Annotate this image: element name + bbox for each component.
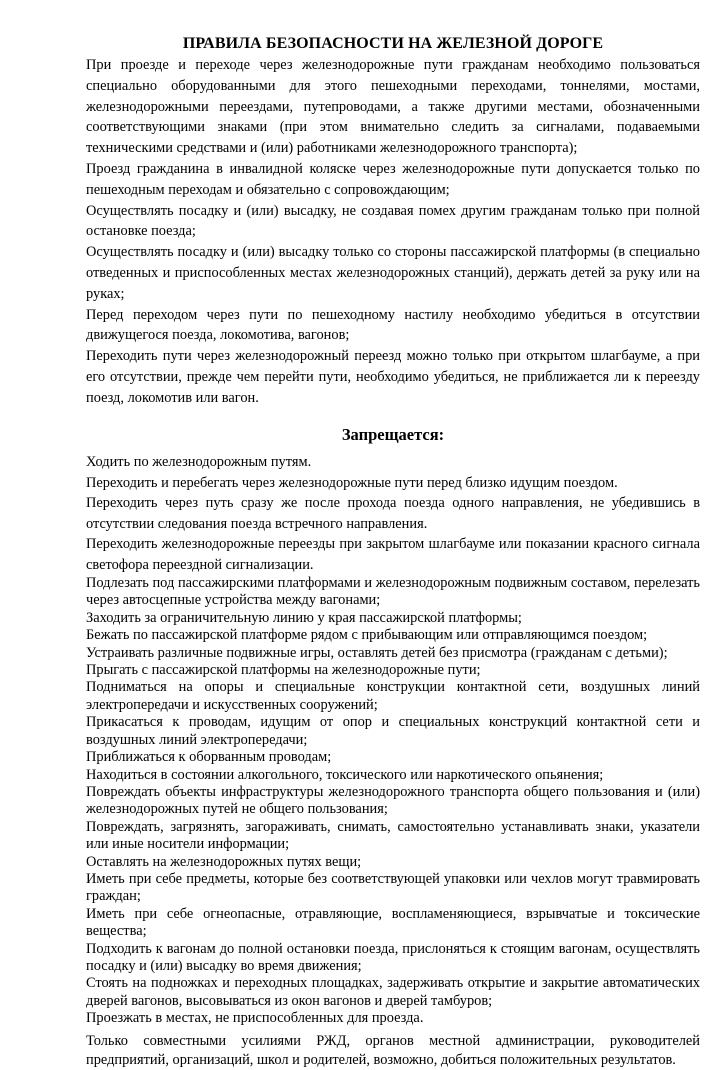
prohibited-heading: Запрещается: <box>341 424 445 444</box>
intro-paragraph: Перед переходом через пути по пешеходному настилу необходимо убедиться в отсутствии движущегося поезда, локомотива, вагонов; <box>86 306 700 344</box>
prohibited-item: Прикасаться к проводам, идущим от опор и специальных конструкций контактной сети и воздушных линий электропередачи; <box>86 714 700 748</box>
intro-paragraph: Осуществлять посадку и (или) высадку только со стороны пассажирской платформы (в специально отведенных и приспособленных местах железнодорожных станций), держать детей за руку или на руках; <box>86 244 700 302</box>
prohibited-item: Бежать по пассажирской платформе рядом с прибывающим или отправляющимся поездом; <box>86 627 648 644</box>
prohibited-item: Устраивать различные подвижные игры, оставлять детей без присмотра (гражданам с детьми); <box>86 644 668 661</box>
closing-paragraph: Только совместными усилиями РЖД, органов местной администрации, руководителей предприятий, организаций, школ и родителей, возможно, добиться положительных результатов. <box>86 1032 700 1068</box>
intro-paragraph: Осуществлять посадку и (или) высадку, не создавая помех другим гражданам только при полной остановке поезда; <box>86 202 700 240</box>
prohibited-item: Подниматься на опоры и специальные конструкции контактной сети, воздушных линий электропередачи и искусственных сооружений; <box>86 679 700 713</box>
prohibited-item: Переходить и перебегать через железнодорожные пути перед близко идущим поездом. <box>86 474 618 491</box>
intro-paragraph: Проезд гражданина в инвалидной коляске через железнодорожные пути допускается только по пешеходным переходам и обязательно с сопровождающим; <box>86 160 700 198</box>
prohibited-item: Ходить по железнодорожным путям. <box>86 453 312 470</box>
safety-rules-section <box>86 55 700 409</box>
prohibited-item: Переходить железнодорожные переезды при закрытом шлагбауме или показании красного сигнала светофора переездной сигнализации. <box>86 536 700 573</box>
prohibited-item: Прыгать с пассажирской платформы на железнодорожные пути; <box>86 662 481 679</box>
prohibited-item: Повреждать объекты инфраструктуры железнодорожного транспорта общего пользования и (или) железнодорожных путей не общего пользования; <box>86 783 700 818</box>
prohibited-item: Переходить через путь сразу же после прохода поезда одного направления, не убедившись в отсутствии следования поезда встречного направления. <box>86 495 700 532</box>
prohibited-item: Оставлять на железнодорожных путях вещи; <box>86 853 362 870</box>
prohibited-item: Подлезать под пассажирскими платформами и железнодорожным подвижным составом, перелезать через автосцепные устройства между вагонами; <box>86 575 700 609</box>
intro-paragraph: При проезде и переходе через железнодорожные пути гражданам необходимо пользоваться специально оборудованными для этого пешеходными переходами, тоннелями, мостами, железнодорожными переездами, путепроводами, а также другими местами, обозначенными соответствующими знаками (при этом внимательно следить за сигналами, подаваемыми техническими средствами и (или) работниками железнодорожного транспорта); <box>86 57 700 157</box>
prohibited-list <box>86 451 700 1070</box>
prohibited-item: Иметь при себе предметы, которые без соответствующей упаковки или чехлов могут травмировать граждан; <box>86 870 700 905</box>
prohibited-item: Находиться в состоянии алкогольного, токсического или наркотического опьянения; <box>86 766 604 783</box>
intro-paragraph: Переходить пути через железнодорожный переезд можно только при открытом шлагбауме, а при его отсутствии, прежде чем перейти пути, необходимо убедиться, не приближается ли к переезду поезд, локомотив или вагон. <box>86 348 700 406</box>
prohibited-item: Подходить к вагонам до полной остановки поезда, прислоняться к стоящим вагонам, осуществлять посадку и (или) высадку во время движения; <box>86 940 700 974</box>
prohibited-item: Повреждать, загрязнять, загораживать, снимать, самостоятельно устанавливать знаки, указатели или иные носители информации; <box>86 818 700 853</box>
prohibited-item: Приближаться к оборванным проводам; <box>86 749 332 766</box>
prohibited-item: Заходить за ограничительную линию у края пассажирской платформы; <box>86 609 522 626</box>
prohibited-item: Иметь при себе огнеопасные, отравляющие, воспламеняющиеся, взрывчатые и токсические вещества; <box>86 905 700 940</box>
prohibited-item: Проезжать в местах, не приспособленных для проезда. <box>86 1010 424 1027</box>
document-title: ПРАВИЛА БЕЗОПАСНОСТИ НА ЖЕЛЕЗНОЙ ДОРОГЕ <box>182 35 604 52</box>
prohibited-item: Стоять на подножках и переходных площадках, задерживать открытие и закрытие автоматических дверей вагонов, высовываться из окон вагонов и дверей тамбуров; <box>86 975 700 1009</box>
